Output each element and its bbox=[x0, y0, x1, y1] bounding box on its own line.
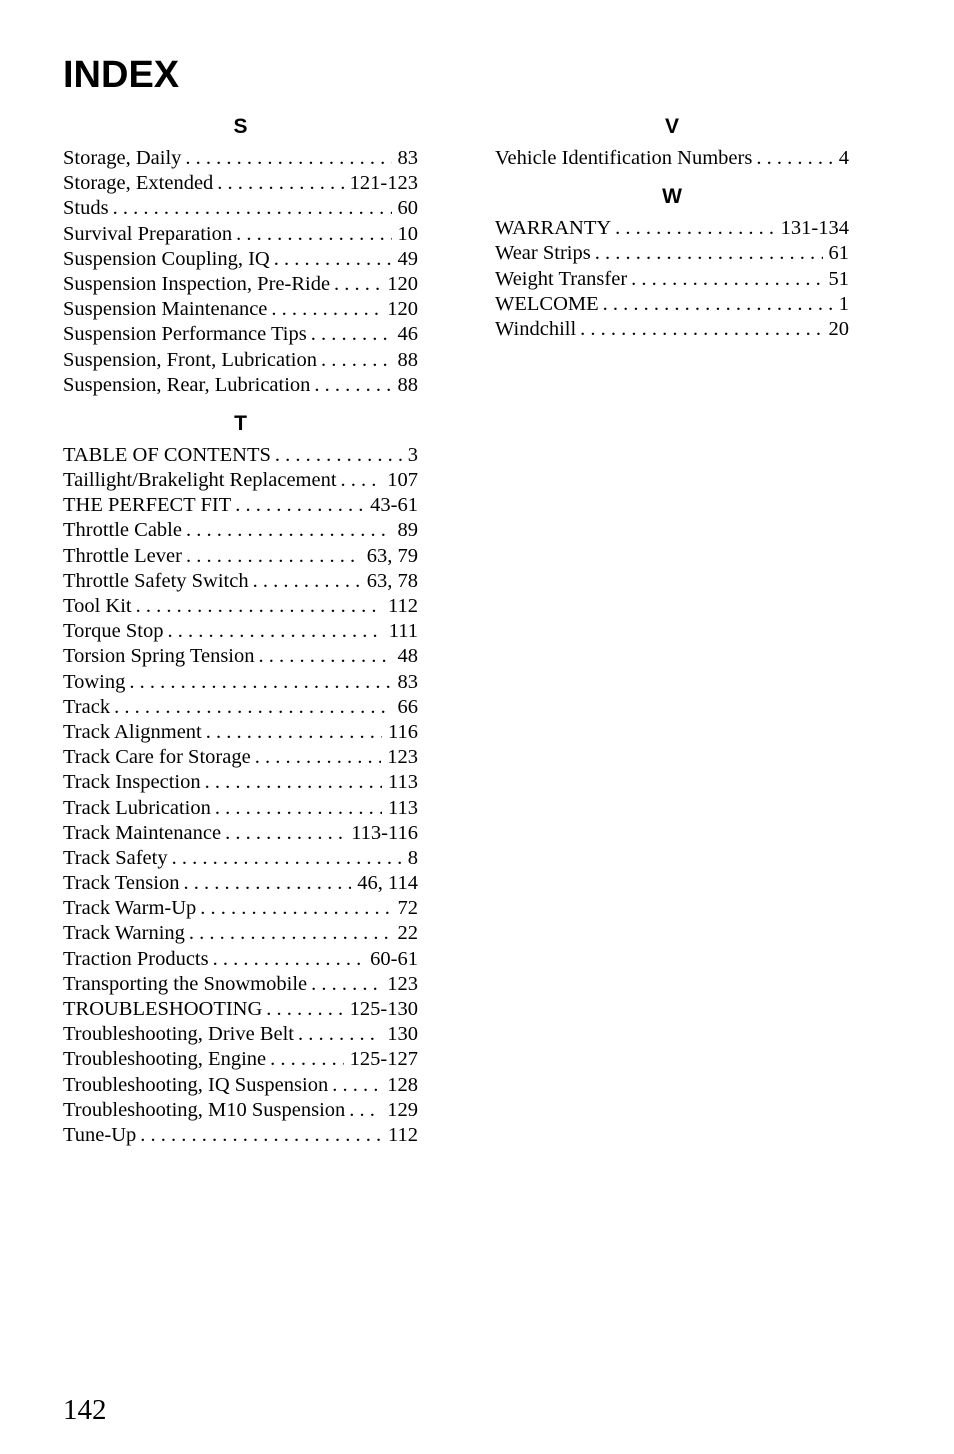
entry-term: Track bbox=[63, 695, 111, 718]
dot-leader bbox=[183, 871, 351, 896]
entry-page-ref: 8 bbox=[407, 846, 418, 869]
dot-leader bbox=[631, 267, 822, 292]
index-entry bbox=[63, 821, 418, 846]
entry-term: Windchill bbox=[495, 317, 577, 340]
dot-leader bbox=[334, 272, 381, 297]
entry-page-ref: 66 bbox=[397, 695, 418, 718]
index-entry bbox=[63, 297, 418, 322]
entry-term: Torsion Spring Tension bbox=[63, 645, 255, 668]
dot-leader bbox=[253, 569, 361, 594]
index-entry bbox=[495, 292, 849, 317]
entry-term: Weight Transfer bbox=[495, 267, 628, 290]
entry-page-ref: 22 bbox=[397, 922, 418, 945]
index-entry bbox=[495, 267, 849, 292]
entry-term: Troubleshooting, IQ Suspension bbox=[63, 1073, 329, 1096]
entry-term: TROUBLESHOOTING bbox=[63, 998, 263, 1020]
entry-page-ref: 49 bbox=[397, 247, 418, 270]
entry-term: Tune-Up bbox=[63, 1123, 137, 1146]
index-entry bbox=[63, 222, 418, 247]
entry-page-ref: 120 bbox=[387, 298, 418, 321]
entry-page-ref: 20 bbox=[828, 317, 849, 340]
index-entry bbox=[63, 1098, 418, 1123]
index-entry bbox=[63, 1123, 418, 1148]
entry-page-ref: 60 bbox=[397, 197, 418, 220]
dot-leader bbox=[185, 146, 391, 171]
entry-term: Troubleshooting, M10 Suspension bbox=[63, 1098, 346, 1121]
dot-leader bbox=[270, 1047, 344, 1072]
entry-term: Troubleshooting, Engine bbox=[63, 1048, 267, 1071]
entry-term: TABLE OF CONTENTS bbox=[63, 443, 271, 466]
entry-term: Track Tension bbox=[63, 872, 180, 895]
entry-page-ref: 83 bbox=[397, 670, 418, 693]
entry-page-ref: 88 bbox=[397, 373, 418, 396]
index-entry bbox=[63, 921, 418, 946]
dot-leader bbox=[215, 796, 382, 821]
index-entry bbox=[63, 997, 418, 1022]
entry-page-ref: 123 bbox=[387, 746, 418, 769]
dot-leader bbox=[114, 695, 391, 720]
entry-term: Track Warm-Up bbox=[63, 897, 197, 920]
entry-term: Track Lubrication bbox=[63, 796, 211, 819]
entry-term: Towing bbox=[63, 670, 126, 693]
entry-page-ref: 72 bbox=[397, 897, 418, 920]
index-entry bbox=[63, 196, 418, 221]
entry-term: Survival Preparation bbox=[63, 222, 233, 245]
dot-leader bbox=[595, 241, 823, 266]
entry-page-ref: 121-123 bbox=[349, 172, 418, 195]
entry-term: Transporting the Snowmobile bbox=[63, 972, 308, 995]
index-entry bbox=[63, 796, 418, 821]
entry-page-ref: 112 bbox=[388, 595, 418, 617]
entry-page-ref: 123 bbox=[387, 972, 418, 995]
entry-term: Throttle Cable bbox=[63, 519, 182, 542]
index-entry bbox=[63, 1047, 418, 1072]
dot-leader bbox=[580, 317, 822, 342]
dot-leader bbox=[189, 921, 392, 946]
index-entry bbox=[63, 644, 418, 669]
entry-term: Suspension Maintenance bbox=[63, 298, 268, 321]
index-entry bbox=[63, 569, 418, 594]
index-entry bbox=[63, 468, 418, 493]
index-entry bbox=[63, 171, 418, 196]
index-entry bbox=[63, 846, 418, 871]
index-entry bbox=[63, 720, 418, 745]
index-entry bbox=[63, 544, 418, 569]
entry-term: Tool Kit bbox=[63, 595, 132, 617]
index-entry bbox=[495, 241, 849, 266]
entry-term: Track Inspection bbox=[63, 771, 201, 794]
index-entry bbox=[63, 443, 418, 468]
index-entry bbox=[63, 896, 418, 921]
entry-term: Suspension, Front, Lubrication bbox=[63, 348, 317, 371]
entry-term: Storage, Extended bbox=[63, 172, 214, 195]
index-entry bbox=[63, 272, 418, 297]
entry-page-ref: 63, 78 bbox=[366, 569, 418, 592]
index-column-left bbox=[63, 114, 418, 1161]
index-entry bbox=[63, 1073, 418, 1098]
entry-term: Suspension Performance Tips bbox=[63, 323, 307, 346]
entry-term: Vehicle Identification Numbers bbox=[495, 147, 753, 169]
entry-page-ref: 113 bbox=[388, 796, 418, 819]
index-entry bbox=[63, 594, 418, 619]
index-entry bbox=[63, 373, 418, 398]
entry-page-ref: 129 bbox=[387, 1098, 418, 1121]
entry-page-ref: 88 bbox=[397, 348, 418, 371]
entry-page-ref: 60-61 bbox=[370, 947, 418, 970]
entry-term: Troubleshooting, Drive Belt bbox=[63, 1023, 295, 1046]
dot-leader bbox=[205, 770, 382, 795]
entry-page-ref: 131-134 bbox=[780, 217, 849, 240]
entry-term: Throttle Safety Switch bbox=[63, 569, 249, 592]
index-entry bbox=[63, 972, 418, 997]
index-entry bbox=[63, 695, 418, 720]
dot-leader bbox=[136, 594, 382, 619]
entry-page-ref: 107 bbox=[387, 469, 418, 492]
dot-leader bbox=[756, 146, 832, 171]
dot-leader bbox=[332, 1073, 381, 1098]
index-column-right bbox=[495, 114, 849, 355]
index-entry bbox=[63, 619, 418, 644]
dot-leader bbox=[172, 846, 402, 871]
entry-term: Storage, Daily bbox=[63, 147, 182, 169]
entry-list bbox=[495, 216, 849, 342]
entry-term: Suspension Coupling, IQ bbox=[63, 247, 270, 270]
entry-page-ref: 125-127 bbox=[349, 1048, 418, 1071]
index-section-v bbox=[495, 114, 849, 171]
dot-leader bbox=[615, 216, 775, 241]
entry-list bbox=[495, 146, 849, 171]
entry-term: Track Alignment bbox=[63, 720, 202, 743]
index-entry bbox=[63, 322, 418, 347]
dot-leader bbox=[321, 348, 392, 373]
entry-page-ref: 46, 114 bbox=[357, 872, 418, 895]
index-entry bbox=[495, 146, 849, 171]
entry-page-ref: 51 bbox=[828, 267, 849, 290]
dot-leader bbox=[259, 644, 392, 669]
entry-page-ref: 125-130 bbox=[349, 998, 418, 1020]
entry-term: WARRANTY bbox=[495, 217, 612, 240]
entry-list bbox=[63, 443, 418, 1148]
entry-term: THE PERFECT FIT bbox=[63, 494, 232, 517]
page-number: 142 bbox=[63, 1394, 107, 1426]
index-entry bbox=[63, 871, 418, 896]
entry-page-ref: 130 bbox=[387, 1023, 418, 1046]
index-entry bbox=[63, 348, 418, 373]
dot-leader bbox=[236, 222, 391, 247]
index-entry bbox=[63, 670, 418, 695]
entry-term: Suspension Inspection, Pre-Ride bbox=[63, 272, 331, 295]
entry-term: Torque Stop bbox=[63, 620, 164, 643]
entry-page-ref: 128 bbox=[387, 1073, 418, 1096]
dot-leader bbox=[129, 670, 391, 695]
index-entry bbox=[495, 216, 849, 241]
index-entry bbox=[63, 1022, 418, 1047]
section-letter: V bbox=[664, 115, 679, 138]
dot-leader bbox=[255, 745, 382, 770]
entry-page-ref: 120 bbox=[387, 272, 418, 295]
index-entry bbox=[495, 317, 849, 342]
dot-leader bbox=[266, 997, 343, 1022]
index-entry bbox=[63, 247, 418, 272]
entry-page-ref: 113 bbox=[388, 771, 418, 794]
section-letter: W bbox=[662, 185, 682, 209]
entry-page-ref: 43-61 bbox=[370, 494, 418, 517]
dot-leader bbox=[275, 443, 402, 468]
entry-term: Track Maintenance bbox=[63, 821, 222, 844]
dot-leader bbox=[349, 1098, 381, 1123]
index-section-s bbox=[63, 114, 418, 398]
dot-leader bbox=[311, 322, 392, 347]
entry-term: Track Warning bbox=[63, 922, 185, 945]
dot-leader bbox=[200, 896, 391, 921]
entry-page-ref: 111 bbox=[388, 620, 418, 643]
entry-term: WELCOME bbox=[495, 292, 599, 315]
dot-leader bbox=[140, 1123, 382, 1148]
entry-term: Taillight/Brakelight Replacement bbox=[63, 469, 337, 492]
dot-leader bbox=[213, 947, 365, 972]
entry-page-ref: 1 bbox=[838, 292, 849, 315]
entry-page-ref: 112 bbox=[388, 1123, 418, 1146]
entry-term: Traction Products bbox=[63, 947, 209, 970]
index-section-t bbox=[63, 411, 418, 1148]
index-entry bbox=[63, 518, 418, 543]
index-entry bbox=[63, 146, 418, 171]
entry-page-ref: 3 bbox=[407, 443, 418, 466]
dot-leader bbox=[274, 247, 392, 272]
entry-page-ref: 48 bbox=[397, 645, 418, 668]
index-section-w bbox=[495, 184, 849, 342]
dot-leader bbox=[217, 171, 343, 196]
index-entry bbox=[63, 745, 418, 770]
entry-list bbox=[63, 146, 418, 398]
dot-leader bbox=[168, 619, 383, 644]
page-title: INDEX bbox=[63, 54, 180, 96]
index-entry bbox=[63, 947, 418, 972]
entry-term: Throttle Lever bbox=[63, 544, 182, 567]
entry-page-ref: 10 bbox=[397, 222, 418, 245]
entry-term: Track Safety bbox=[63, 846, 168, 869]
dot-leader bbox=[225, 821, 345, 846]
entry-page-ref: 46 bbox=[397, 323, 418, 346]
entry-page-ref: 83 bbox=[397, 147, 418, 169]
dot-leader bbox=[341, 468, 382, 493]
dot-leader bbox=[113, 196, 392, 221]
dot-leader bbox=[603, 292, 833, 317]
dot-leader bbox=[311, 972, 381, 997]
entry-page-ref: 113-116 bbox=[351, 821, 418, 844]
dot-leader bbox=[186, 518, 392, 543]
dot-leader bbox=[298, 1022, 381, 1047]
entry-page-ref: 61 bbox=[828, 242, 849, 265]
entry-term: Studs bbox=[63, 197, 109, 220]
entry-page-ref: 4 bbox=[838, 147, 849, 169]
index-entry bbox=[63, 770, 418, 795]
section-letter: S bbox=[233, 115, 248, 138]
entry-page-ref: 116 bbox=[388, 720, 418, 743]
dot-leader bbox=[271, 297, 381, 322]
section-letter: T bbox=[234, 411, 247, 435]
dot-leader bbox=[235, 493, 364, 518]
dot-leader bbox=[206, 720, 382, 745]
dot-leader bbox=[186, 544, 361, 569]
index-entry bbox=[63, 493, 418, 518]
entry-page-ref: 63, 79 bbox=[366, 544, 418, 567]
entry-page-ref: 89 bbox=[397, 519, 418, 542]
entry-term: Wear Strips bbox=[495, 242, 591, 265]
entry-term: Suspension, Rear, Lubrication bbox=[63, 373, 311, 396]
dot-leader bbox=[314, 373, 391, 398]
entry-term: Track Care for Storage bbox=[63, 746, 251, 769]
